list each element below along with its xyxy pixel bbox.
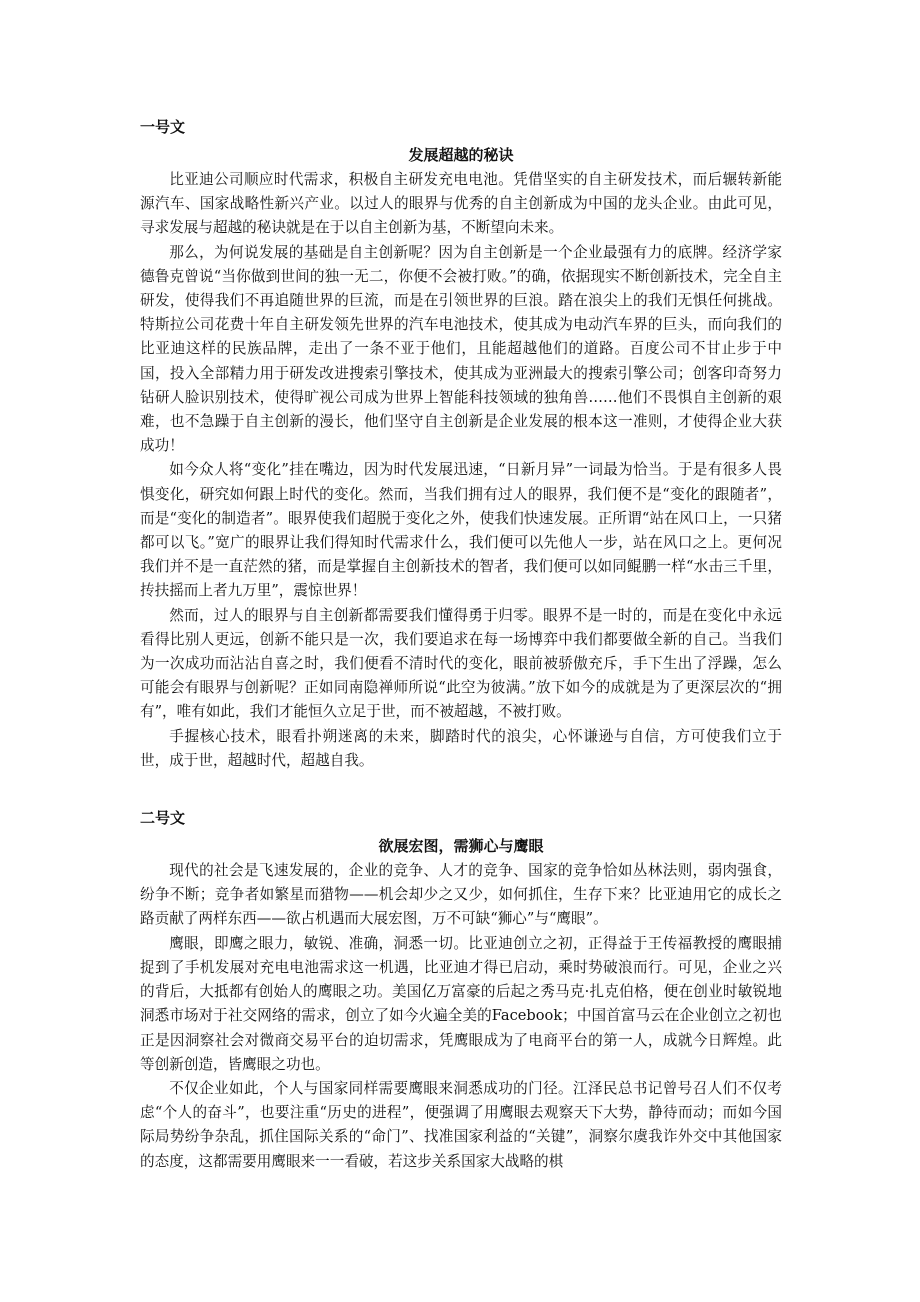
essay-two-paragraph: 不仅企业如此，个人与国家同样需要鹰眼来洞悉成功的门径。江泽民总书记曾号召人们不仅考虑“个人的奋斗”，也要注重“历史的进程”，便强调了用鹰眼去观察天下大势，静待而动；而如今国际局势纷争杂乱，抓住国际关系的“命门”、找准国家利益的“关键”，洞察尔虞我诈外交中其他国家的态度，这都需要用鹰眼来一一看破，若这步关系国家大战略的棋 bbox=[140, 1079, 782, 1170]
essay-one bbox=[140, 116, 782, 773]
essay-one-paragraph: 如今众人将“变化”挂在嘴边，因为时代发展迅速，“日新月异”一词最为恰当。于是有很多人畏惧变化，研究如何跟上时代的变化。然而，当我们拥有过人的眼界，我们便不是“变化的跟随者”，而是“变化的制造者”。眼界使我们超脱于变化之外，使我们快速发展。正所谓“站在风口上，一只猪都可以飞。”宽广的眼界让我们得知时代需求什么，我们便可以先他人一步，站在风口之上。更何况我们并不是一直茫然的猪，而是掌握自主创新技术的智者，我们便可以如同鲲鹏一样“水击三千里，抟扶摇而上者九万里”，震惊世界！ bbox=[140, 461, 782, 600]
essay-two-title: 欲展宏图，需狮心与鹰眼 bbox=[378, 837, 544, 856]
section-spacer bbox=[140, 773, 782, 807]
essay-one-paragraph: 然而，过人的眼界与自主创新都需要我们懂得勇于归零。眼界不是一时的，而是在变化中永远看得比别人更远，创新不能只是一次，我们要追求在每一场博弈中我们都要做全新的自己。当我们为一次成功而沾沾自喜之时，我们便看不清时代的变化，眼前被骄傲充斥，手下生出了浮躁，怎么可能会有眼界与创新呢？正如同南隐禅师所说“此空为彼满。”放下如今的成就是为了更深层次的“拥有”，唯有如此，我们才能恒久立足于世，而不被超越，不被打败。 bbox=[140, 606, 782, 721]
essay-one-label: 一号文 bbox=[140, 118, 186, 136]
essay-two-paragraph: 鹰眼，即鹰之眼力，敏锐、准确，洞悉一切。比亚迪创立之初，正得益于王传福教授的鹰眼捕捉到了手机发展对充电电池需求这一机遇，比亚迪才得已启动，乘时势破浪而行。可见，企业之兴的背后，大抵都有创始人的鹰眼之功。美国亿万富豪的后起之秀马克·扎克伯格，便在创业时敏锐地洞悉市场对于社交网络的需求，创立了如今火遍全美的Facebook；中国首富马云在企业创立之初也正是因洞察社会对微商交易平台的迫切需求，凭鹰眼成为了电商平台的第一人，成就今日辉煌。此等创新创造，皆鹰眼之功也。 bbox=[140, 934, 782, 1073]
essay-two-label: 二号文 bbox=[140, 809, 186, 828]
essay-one-paragraph: 比亚迪公司顺应时代需求，积极自主研发充电电池。凭借坚实的自主研发技术，而后辗转新能源汽车、国家战略性新兴产业。以过人的眼界与优秀的自主创新成为中国的龙头企业。由此可见，寻求发展与超越的秘诀就是在于以自主创新为基，不断望向未来。 bbox=[140, 171, 782, 237]
essay-one-title: 发展超越的秘诀 bbox=[408, 146, 514, 164]
essay-one-paragraph: 那么，为何说发展的基础是自主创新呢？因为自主创新是一个企业最强有力的底牌。经济学家德鲁克曾说“当你做到世间的独一无二，你便不会被打败。”的确，依据现实不断创新技术，完全自主研发，使得我们不再追随世界的巨流，而是在引领世界的巨浪。踏在浪尖上的我们无惧任何挑战。特斯拉公司花费十年自主研发领先世界的汽车电池技术，使其成为电动汽车界的巨头，而向我们的比亚迪这样的民族品牌，走出了一条不亚于他们，且能超越他们的道路。百度公司不甘止步于中国，投入全部精力用于研发改进搜索引擎技术，使其成为亚洲最大的搜索引擎公司；创客印奇努力钻研人脸识别技术，使得旷视公司成为世界上智能科技领域的独角兽……他们不畏惧自主创新的艰难，也不急躁于自主创新的漫长，他们坚守自主创新是企业发展的根本这一准则，才使得企业大获成功！ bbox=[140, 243, 782, 455]
essay-two-paragraph: 现代的社会是飞速发展的，企业的竞争、人才的竞争、国家的竞争恰如丛林法则，弱肉强食，纷争不断；竞争者如繁星而猎物——机会却少之又少，如何抓住，生存下来？比亚迪用它的成长之路贡献了两样东西——欲占机遇而大展宏图，万不可缺“狮心”与“鹰眼”。 bbox=[140, 862, 782, 928]
essay-one-paragraph: 手握核心技术，眼看扑朔迷离的未来，脚踏时代的浪尖，心怀谦逊与自信，方可使我们立于世，成于世，超越时代，超越自我。 bbox=[140, 727, 782, 769]
essay-two bbox=[140, 807, 782, 1174]
document-body bbox=[140, 116, 782, 1174]
